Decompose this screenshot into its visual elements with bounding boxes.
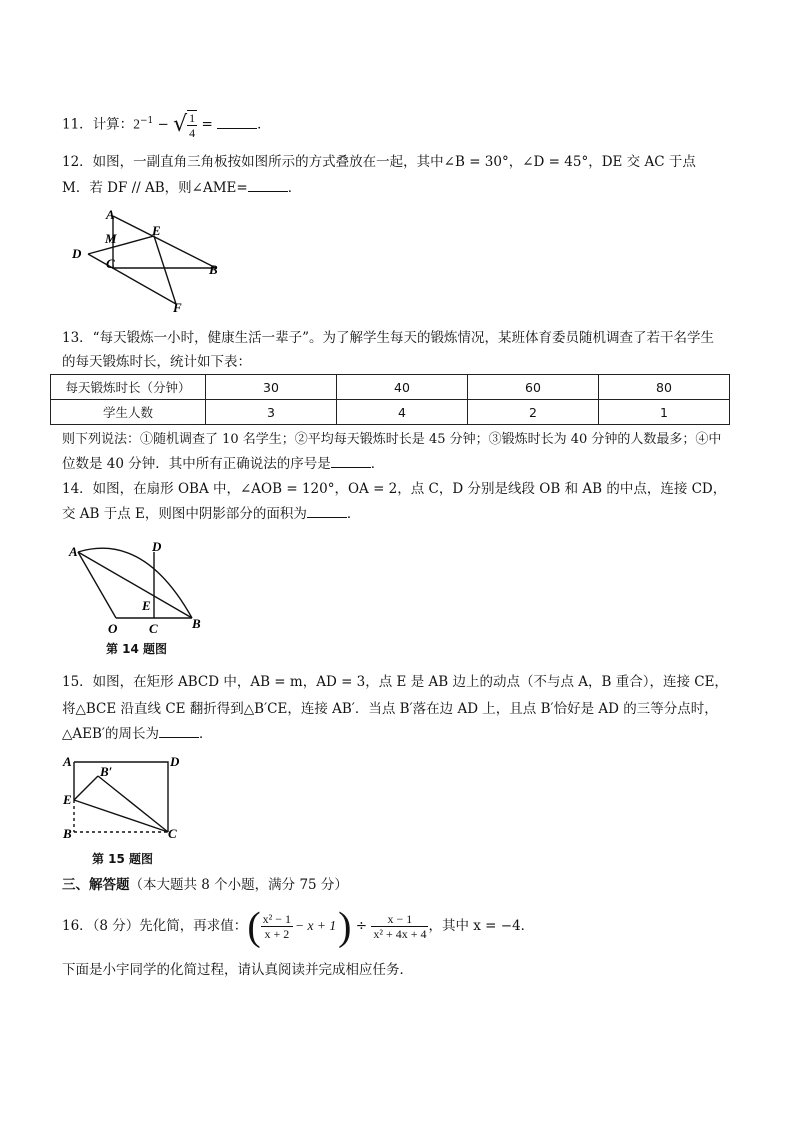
q15-label-d: D <box>170 754 180 769</box>
q15-figure-caption: 第 15 题图 <box>92 852 154 866</box>
q14-figure <box>64 538 214 638</box>
q14-segment-ao <box>78 552 116 618</box>
q11-frac-num: 1 <box>189 111 196 125</box>
q16-f2-num: x − 1 <box>371 912 428 927</box>
q12-label-d: D <box>72 246 82 261</box>
q12-triangle-def <box>88 236 176 304</box>
table-cell: 3 <box>206 400 337 425</box>
q14-label-e: E <box>142 598 151 613</box>
q14-end: ． <box>346 506 361 522</box>
q13-after1: 则下列说法：①随机调查了 10 名学生；②平均每天锻炼时长是 45 分钟；③锻炼时长为 40 分钟的人数最多；④中 <box>62 432 722 447</box>
q11-base: 2 <box>133 116 140 132</box>
table-cell: 2 <box>468 400 599 425</box>
q11-fraction <box>187 110 197 140</box>
q13-after2-text: 位数是 40 分钟．其中所有正确说法的序号是 <box>62 456 331 472</box>
q13-after2 <box>62 454 384 474</box>
q15-segment-eb1 <box>74 776 98 800</box>
section-3-title: 三、解答题 <box>62 877 130 893</box>
q16-fraction-1 <box>261 912 293 941</box>
section-3-note: （本大题共 8 个小题，满分 75 分） <box>129 877 348 893</box>
q14-label-d: D <box>152 539 162 554</box>
q15-label-e: E <box>63 792 72 807</box>
q11-exponent: −1 <box>139 116 154 126</box>
q15-end: ． <box>198 726 213 742</box>
exercise-stats-table <box>50 374 730 425</box>
answer-blank-11[interactable] <box>217 116 257 129</box>
q11-number: 11． <box>62 116 93 133</box>
q14-figure-caption: 第 14 题图 <box>106 642 168 656</box>
q14-segment-ab <box>78 552 192 618</box>
q16-middle: − x + 1 <box>295 918 337 933</box>
q14-line2-text: 交 AB 于点 E，则图中阴影部分的面积为 <box>62 506 307 522</box>
question-11 <box>62 110 271 140</box>
q12-line2 <box>62 178 301 198</box>
q16-prefix: 16．（8 分）先化简，再求值： <box>62 918 248 934</box>
q14-line1: 14．如图，在扇形 OBA 中，∠AOB = 120°，OA = 2，点 C，D 分别是线段 OB 和 AB 的中点，连接 CD， <box>62 481 727 497</box>
q12-label-f: F <box>173 300 182 315</box>
left-paren-icon: ( <box>247 903 261 949</box>
table-cell: 30 <box>206 375 337 400</box>
section-3-heading <box>62 875 348 895</box>
q15-line2: 将△BCE 沿直线 CE 翻折得到△B′CE，连接 AB′．当点 B′落在边 AD 上，且点 B′恰好是 AD 的三等分点时， <box>62 701 718 717</box>
q13-end: ． <box>370 456 385 472</box>
question-16 <box>62 904 534 948</box>
q11-equals: = <box>201 116 213 133</box>
table-cell: 80 <box>599 375 730 400</box>
q16-after: 下面是小宇同学的化简过程，请认真阅读并完成相应任务． <box>62 962 413 978</box>
q16-f1-num: x² − 1 <box>262 912 292 926</box>
table-cell: 1 <box>599 400 730 425</box>
table-row <box>51 400 730 425</box>
answer-blank-15[interactable] <box>159 725 199 738</box>
q11-minus: − <box>157 116 169 133</box>
q14-label-o: O <box>108 621 118 636</box>
q12-label-c: C <box>106 256 115 271</box>
q15-line1: 15．如图，在矩形 ABCD 中，AB = m，AD = 3，点 E 是 AB 边上的动点（不与点 A，B 重合），连接 CE， <box>62 674 728 690</box>
right-paren-icon: ) <box>338 903 352 949</box>
table-row <box>51 375 730 400</box>
q16-divide: ÷ <box>355 918 368 934</box>
q15-segment-ec <box>74 800 168 832</box>
q12-end: ． <box>287 180 302 196</box>
q12-label-e: E <box>152 223 161 238</box>
q12-label-m: M <box>105 231 117 246</box>
q15-label-a: A <box>63 754 72 769</box>
table-row-header: 每天锻炼时长（分钟） <box>51 375 206 400</box>
q15-line3 <box>62 724 212 744</box>
q15-line3-text: △AEB′的周长为 <box>62 726 159 742</box>
table-row-header: 学生人数 <box>51 400 206 425</box>
q15-label-c: C <box>168 826 177 841</box>
q11-end: ． <box>257 116 271 133</box>
q14-label-b: B <box>192 616 201 631</box>
q15-segment-b1c <box>98 776 168 832</box>
q11-frac-den: 4 <box>189 126 196 140</box>
answer-blank-14[interactable] <box>307 505 347 518</box>
q13-line2: 的每天锻炼时长，统计如下表： <box>62 354 251 370</box>
q11-label: 计算： <box>92 116 134 133</box>
q16-post: ，其中 x = −4． <box>428 918 535 934</box>
q14-line2 <box>62 504 360 524</box>
q15-label-b1: B′ <box>100 764 113 779</box>
q12-line1: 12．如图，一副直角三角板按如图所示的方式叠放在一起，其中∠B = 30°，∠D = 45°，DE 交 AC 于点 <box>62 154 696 170</box>
table-cell: 4 <box>337 400 468 425</box>
q16-f2-den: x² + 4x + 4 <box>373 927 427 941</box>
table-cell: 40 <box>337 375 468 400</box>
q12-label-a: A <box>106 207 115 222</box>
q14-label-a: A <box>69 544 78 559</box>
q12-line2-text: M．若 DF // AB，则∠AME= <box>62 180 248 196</box>
q16-f1-den: x + 2 <box>264 927 290 941</box>
answer-blank-13[interactable] <box>331 455 371 468</box>
q13-line1: 13．“每天锻炼一小时，健康生活一辈子”。为了解学生每天的锻炼情况，某班体育委员随机调查了若干名学生 <box>62 330 714 346</box>
sqrt-icon: √ <box>173 112 188 137</box>
q12-triangle-abc <box>113 216 216 268</box>
q12-label-b: B <box>209 262 218 277</box>
q12-figure <box>66 206 236 316</box>
table-cell: 60 <box>468 375 599 400</box>
answer-blank-12[interactable] <box>248 179 288 192</box>
q16-fraction-2 <box>371 912 428 941</box>
q15-figure <box>60 754 190 844</box>
q14-label-c: C <box>149 621 158 636</box>
q15-label-b: B <box>63 826 72 841</box>
